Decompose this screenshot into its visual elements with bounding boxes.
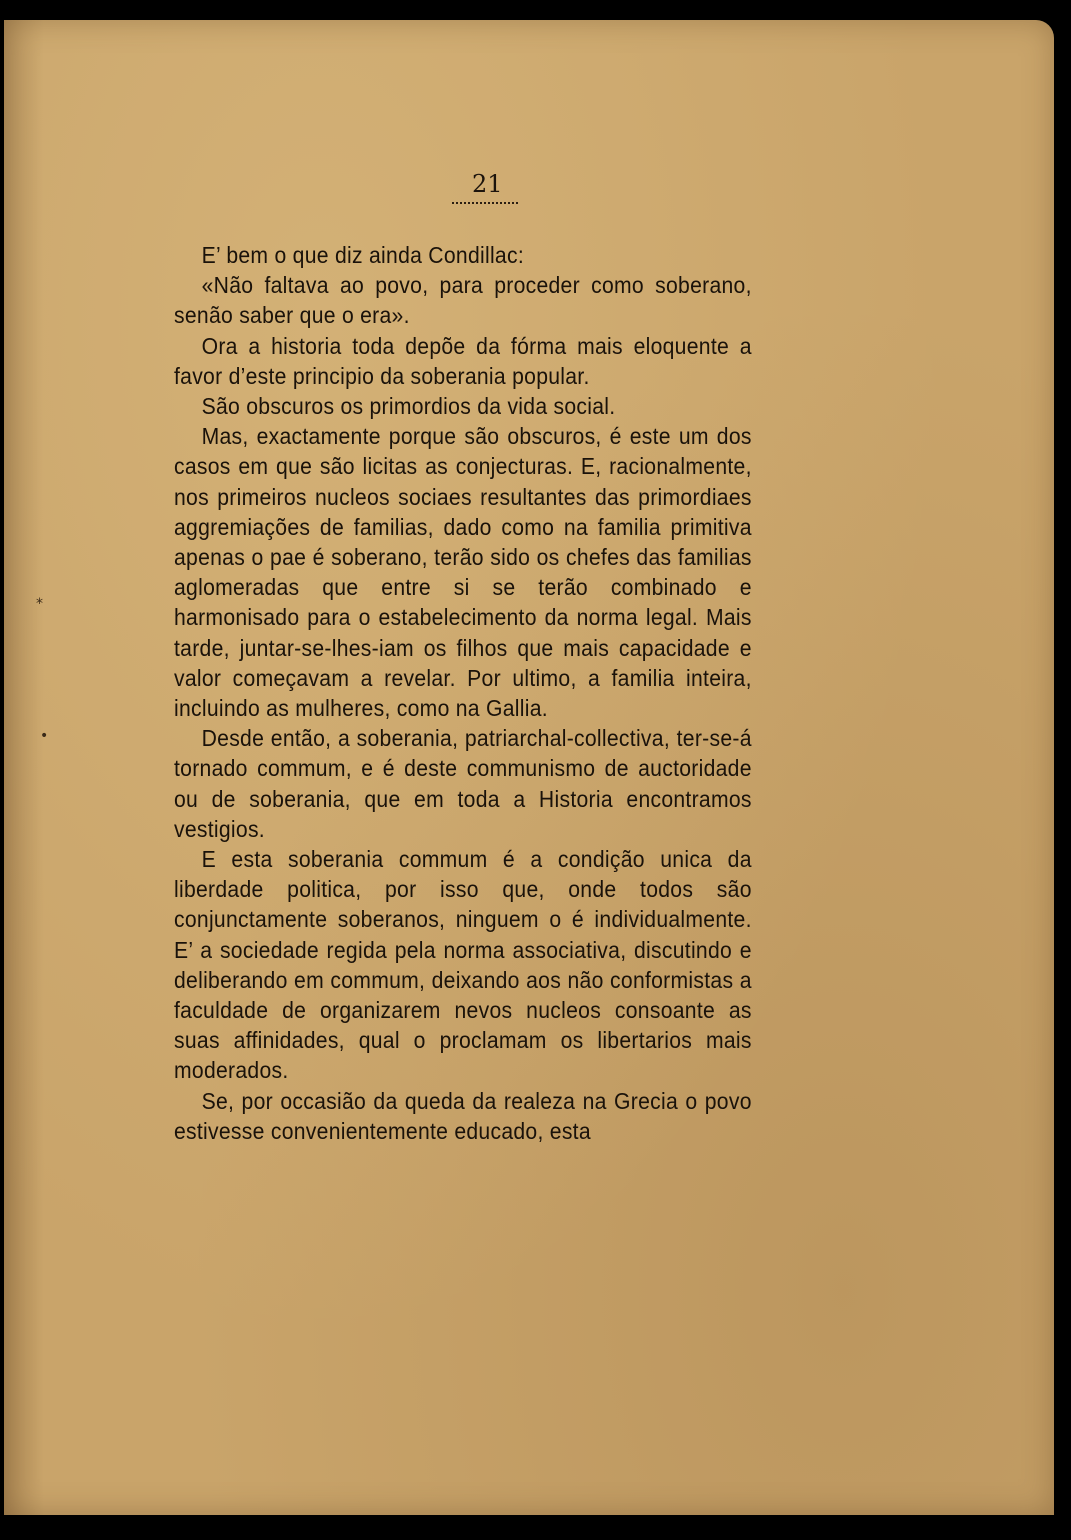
margin-ink-mark: * [36,596,43,612]
margin-ink-mark: • [40,728,49,744]
paragraph: Desde então, a soberania, patriarchal-collectiva, ter-se-á tornado commum, e é deste communismo de auctoridade ou de soberania, que em toda a Historia encontramos vestigios. [174,725,752,842]
paragraph: Se, por occasião da queda da realeza na Grecia o povo estivesse convenientemente educado, esta [174,1087,752,1144]
paragraph: E esta soberania commum é a condição unica da liberdade politica, por isso que, onde todos são conjunctamente soberanos, ninguem o é individualmente. E’ a sociedade regida pela norma associativa, discutindo e deliberando em commum, deixando aos não conformistas a faculdade de organizarem nevos nucleos consoante as suas affinidades, qual o proclamam os libertarios mais moderados. [174,846,752,1084]
paragraph: Ora a historia toda depõe da fórma mais eloquente a favor d’este principio da soberania popular. [174,332,752,389]
paragraph: São obscuros os primordios da vida social. [201,393,616,420]
paragraph: Mas, exactamente porque são obscuros, é este um dos casos em que são licitas as conjecturas. E, racionalmente, nos primeiros nucleos sociaes resultantes das primordiaes aggremiações de familias, dado como na familia primitiva apenas o pae é soberano, terão sido os chefes das familias aglomeradas que entre si se terão combinado e harmonisado para o estabelecimento da norma legal. Mais tarde, juntar-se-lhes-iam os filhos que mais capacidade e valor começavam a revelar. Por ultimo, a familia inteira, incluindo as mulheres, como na Gallia. [174,423,752,722]
book-page [4,20,1054,1515]
body-text [174,240,752,1146]
page-number-rule [452,202,518,204]
paragraph: «Não faltava ao povo, para proceder como soberano, senão saber que o era». [174,272,752,329]
page-number: 21 [472,170,503,198]
paragraph: E’ bem o que diz ainda Condillac: [201,242,524,268]
